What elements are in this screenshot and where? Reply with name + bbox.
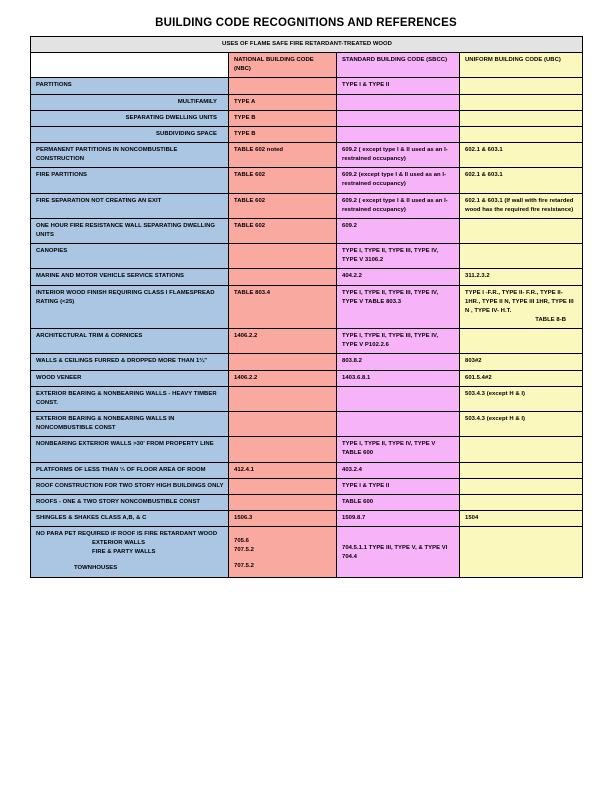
row-sbcc-value: 803.8.2: [337, 354, 460, 370]
row-item-label: PERMANENT PARTITIONS IN NONCOMBUSTIBLE CONSTRUCTION: [31, 142, 229, 167]
parapet-sbcc-townhouses: 704.4: [342, 554, 357, 561]
table-row: [31, 110, 583, 126]
row-item-sublabel: MULTIFAMILY: [177, 98, 217, 105]
row-sbcc-value: TYPE I & TYPE II: [337, 478, 460, 494]
parapet-fire-party-walls: FIRE & PARTY WALLS: [92, 549, 156, 556]
row-ubc-value: 803#2: [460, 354, 583, 370]
row-item-label: CANOPIES: [31, 244, 229, 269]
page-title: BUILDING CODE RECOGNITIONS AND REFERENCES: [155, 17, 457, 29]
table-row: [31, 269, 583, 285]
row-ubc-value: [460, 437, 583, 462]
row-ubc-value: [460, 244, 583, 269]
table-row: [31, 142, 583, 167]
table-row: [31, 244, 583, 269]
column-header-item: [31, 53, 229, 78]
row-nbc-value: [229, 244, 337, 269]
row-sbcc-value: TYPE I, TYPE II, TYPE IV, TYPE V TABLE 600: [337, 437, 460, 462]
row-nbc-value: [229, 269, 337, 285]
row-item-label: NONBEARING EXTERIOR WALLS >30' FROM PROPERTY LINE: [31, 437, 229, 462]
row-ubc-value: 503.4.3 (except H & I): [460, 386, 583, 411]
row-sbcc-value: [337, 527, 460, 578]
table-row: [31, 78, 583, 94]
table-row: [31, 462, 583, 478]
parapet-nbc-fireparty: 707.5.2: [234, 547, 255, 554]
row-ubc-main: TYPE I -F.R., TYPE II- F.R., TYPE II- 1HR., TYPE II N, TYPE III 1HR, TYPE III N , TYPE IV- H.T.: [465, 289, 574, 314]
table-row: [31, 510, 583, 526]
row-nbc-value: [229, 386, 337, 411]
row-sbcc-value: 1509.8.7: [337, 510, 460, 526]
row-nbc-value: [229, 527, 337, 578]
row-ubc-value: [460, 478, 583, 494]
row-ubc-value: [460, 527, 583, 578]
parapet-exterior-walls: EXTERIOR WALLS: [92, 540, 146, 547]
row-nbc-value: [229, 354, 337, 370]
column-header-ubc: UNIFORM BUILDING CODE (UBC): [460, 53, 583, 78]
row-sbcc-value: 609.2 ( except type I & II used as an I-restrained occupancy): [337, 193, 460, 218]
row-item-label: PLATFORMS OF LESS THAN ⅓ OF FLOOR AREA OF ROOM: [31, 462, 229, 478]
row-item-label: PARTITIONS: [31, 78, 229, 94]
row-item-label: FIRE PARTITIONS: [31, 168, 229, 193]
row-nbc-value: [229, 478, 337, 494]
parapet-nbc-spacer: [234, 530, 332, 537]
row-sbcc-value: TABLE 600: [337, 494, 460, 510]
row-item-label: FIRE SEPARATION NOT CREATING AN EXIT: [31, 193, 229, 218]
row-ubc-value: 311.2.3.2: [460, 269, 583, 285]
row-sbcc-value: TYPE I, TYPE II, TYPE III, TYPE IV, TYPE V P102.2.6: [337, 329, 460, 354]
row-item-label: ROOFS - ONE & TWO STORY NONCOMBUSTIBLE CONST: [31, 494, 229, 510]
row-nbc-value: TABLE 602: [229, 193, 337, 218]
parapet-spacer: [36, 557, 224, 564]
row-ubc-value: 602.1 & 603.1: [460, 142, 583, 167]
row-ubc-value: [460, 94, 583, 110]
row-nbc-value: 412.4.1: [229, 462, 337, 478]
row-nbc-value: TABLE 602 noted: [229, 142, 337, 167]
table-row: [31, 494, 583, 510]
row-ubc-value: [460, 329, 583, 354]
table-row: [31, 168, 583, 193]
row-item-label: SHINGLES & SHAKES CLASS A,B, & C: [31, 510, 229, 526]
row-nbc-value: TYPE B: [229, 126, 337, 142]
row-nbc-value: 1506.3: [229, 510, 337, 526]
row-item-label: WOOD VENEER: [31, 370, 229, 386]
row-nbc-value: [229, 437, 337, 462]
table-row: [31, 354, 583, 370]
table-row: [31, 218, 583, 243]
parapet-nbc-exterior: 705.6: [234, 538, 249, 545]
row-ubc-value: 602.1 & 603.1: [460, 168, 583, 193]
table-row-parapet: [31, 527, 583, 578]
parapet-townhouses: TOWNHOUSES: [74, 565, 118, 572]
column-header-nbc: NATIONAL BUILDING CODE (NBC): [229, 53, 337, 78]
table-banner-row: [31, 37, 583, 53]
row-sbcc-value: TYPE I, TYPE II, TYPE III, TYPE IV, TYPE V TABLE 803.3: [337, 285, 460, 329]
table-row: [31, 411, 583, 436]
row-item-label: MARINE AND MOTOR VEHICLE SERVICE STATIONS: [31, 269, 229, 285]
row-ubc-value: [460, 78, 583, 94]
row-sbcc-value: [337, 411, 460, 436]
row-item-label: WALLS & CEILINGS FURRED & DROPPED MORE THAN 1¾": [31, 354, 229, 370]
row-nbc-value: TABLE 602: [229, 218, 337, 243]
table-row: [31, 193, 583, 218]
building-code-table: [30, 36, 583, 578]
row-item-label: INTERIOR WOOD FINISH REQUIRING CLASS I FLAMESPREAD RATING (<25): [31, 285, 229, 329]
row-item-label: [31, 94, 229, 110]
row-item-sublabel: SEPARATING DWELLING UNITS: [125, 114, 217, 121]
table-banner: USES OF FLAME SAFE FIRE RETARDANT-TREATED WOOD: [31, 37, 583, 53]
row-nbc-value: 1406.2.2: [229, 329, 337, 354]
row-ubc-value: [460, 285, 583, 329]
row-sbcc-value: [337, 110, 460, 126]
row-nbc-value: TYPE A: [229, 94, 337, 110]
row-nbc-value: 1406.2.2: [229, 370, 337, 386]
row-item-label: [31, 527, 229, 578]
row-item-label: ONE HOUR FIRE RESISTANCE WALL SEPARATING DWELLING UNITS: [31, 218, 229, 243]
row-sbcc-value: TYPE I & TYPE II: [337, 78, 460, 94]
row-sbcc-value: 609.2 (except type I & II used as an I-restrained occupancy): [337, 168, 460, 193]
table-row: [31, 94, 583, 110]
row-item-label: [31, 126, 229, 142]
row-ubc-value: [460, 126, 583, 142]
row-ubc-table-ref: TABLE 8-B: [535, 316, 567, 323]
row-nbc-value: [229, 411, 337, 436]
row-sbcc-value: 609.2 ( except type I & II used as an I-restrained occupancy): [337, 142, 460, 167]
row-sbcc-value: [337, 126, 460, 142]
table-row: [31, 386, 583, 411]
row-sbcc-value: 403.2.4: [337, 462, 460, 478]
row-sbcc-value: 404.2.2: [337, 269, 460, 285]
row-sbcc-value: 609.2: [337, 218, 460, 243]
table-row: [31, 370, 583, 386]
row-item-label: [31, 110, 229, 126]
row-ubc-value: [460, 218, 583, 243]
parapet-nbc-spacer2: [234, 555, 332, 562]
row-item-label: ARCHITECTURAL TRIM & CORNICES: [31, 329, 229, 354]
row-item-label: EXTERIOR BEARING & NONBEARING WALLS IN NONCOMBUSTIBLE CONST: [31, 411, 229, 436]
row-nbc-value: TYPE B: [229, 110, 337, 126]
row-ubc-value: 602.1 & 603.1 (If wall with fire retarded wood has the required fire resistance): [460, 193, 583, 218]
row-ubc-value: [460, 110, 583, 126]
row-nbc-value: TABLE 803.4: [229, 285, 337, 329]
row-sbcc-value: [337, 94, 460, 110]
row-nbc-value: TABLE 602: [229, 168, 337, 193]
parapet-sbcc-spacer: [342, 530, 455, 537]
row-item-label: EXTERIOR BEARING & NONBEARING WALLS - HEAVY TIMBER CONST.: [31, 386, 229, 411]
row-sbcc-value: [337, 386, 460, 411]
row-ubc-value: 1504: [460, 510, 583, 526]
row-item-sublabel: SUBDIVIDING SPACE: [156, 130, 217, 137]
table-row: [31, 437, 583, 462]
table-row: [31, 329, 583, 354]
table-header-row: [31, 53, 583, 78]
table-row: [31, 285, 583, 329]
table-row: [31, 126, 583, 142]
parapet-sbcc-main: 704.5.1.1 TYPE III, TYPE V, & TYPE VI: [342, 545, 448, 552]
parapet-heading: NO PARA PET REQUIRED IF ROOF IS FIRE RETARDANT WOOD: [36, 531, 218, 538]
row-item-label: ROOF CONSTRUCTION FOR TWO STORY HIGH BUILDINGS ONLY: [31, 478, 229, 494]
row-sbcc-value: 1403.6.8.1: [337, 370, 460, 386]
row-ubc-value: [460, 494, 583, 510]
column-header-sbcc: STANDARD BUILDING CODE (SBCC): [337, 53, 460, 78]
row-ubc-value: 503.4.3 (except H & I): [460, 411, 583, 436]
row-sbcc-value: TYPE I, TYPE II, TYPE III, TYPE IV, TYPE V 3106.2: [337, 244, 460, 269]
row-ubc-value: [460, 462, 583, 478]
parapet-nbc-townhouses: 707.5.2: [234, 563, 255, 570]
row-nbc-value: [229, 494, 337, 510]
table-row: [31, 478, 583, 494]
parapet-sbcc-spacer2: [342, 537, 455, 544]
row-ubc-value: 601.5.4#2: [460, 370, 583, 386]
row-nbc-value: [229, 78, 337, 94]
